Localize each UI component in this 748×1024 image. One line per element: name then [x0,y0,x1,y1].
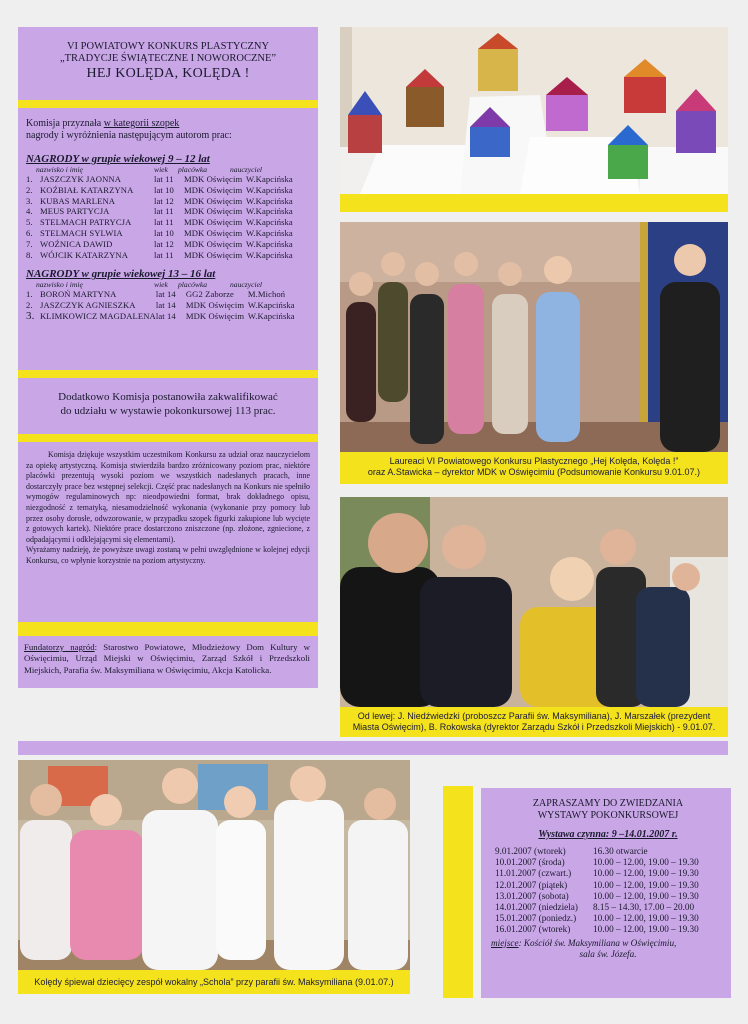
col-age: wiek [154,280,168,290]
row-institution: MDK Oświęcim [185,300,245,311]
schedule-row [495,846,699,857]
row-teacher: W.Kapcińska [246,195,293,206]
schedule-hours: 10.00 – 12.00, 19.00 – 19.30 [593,890,699,901]
caption-laureates-line2: oraz A.Stawicka – dyrektor MDK w Oświęcimiu (Podsumowanie Konkursu 9.01.07.) [367,467,701,477]
row-number: 8. [26,249,33,260]
divider-bar [18,741,728,755]
caption-officials-line2: Miasta Oświęcim), B. Rokowska (dyrektor Zarządu Szkół i Przedszkoli Miejskich) - 9.01.07. [352,722,716,732]
row-number: 1. [26,174,33,184]
yellow-vertical-bar [443,786,473,998]
row-institution: MDK Oświęcim [184,227,243,238]
prize-row [26,289,295,300]
schedule-row [495,902,699,913]
row-name: WOŹNICA DAWID [40,238,113,249]
schedule-hours: 10.00 – 12.00, 19.00 – 19.30 [593,857,699,868]
col-inst: placówka [178,165,208,174]
schedule-date: 9.01.2007 (wtorek) [495,846,566,856]
row-name: KLIMKOWICZ MAGDALENA [40,310,156,321]
row-teacher: W.Kapcińska [247,310,295,321]
caption-officials [340,707,728,737]
row-teacher: W.Kapcińska [246,249,293,260]
row-number: 3. [26,309,35,322]
thanks-box [18,442,318,622]
row-teacher: M.Michoń [247,289,286,300]
row-name: STELMACH SYLWIA [40,227,123,238]
thanks-p2: Wyrażamy nadzieję, że powyższe uwagi zostaną w pełni uwzględnione w kolejnej edycji Konkursu, co wpłynie korzystnie na poziom artystyczny. [26,545,310,565]
schedule-hours: 10.00 – 12.00, 19.00 – 19.30 [593,868,699,879]
yellow-strip-1 [18,100,318,108]
schedule-row [495,857,699,868]
row-age: lat 11 [154,174,174,184]
schedule-date: 15.01.2007 (poniedz.) [495,913,577,924]
caption-choir-text: Kolędy śpiewał dziecięcy zespół wokalny „Schola” przy parafii św. Maksymiliana (9.01.07.) [34,977,394,987]
prize-row [26,228,293,239]
schedule-hours: 16.30 otwarcie [593,846,648,856]
intro-category: w kategorii szopek [103,118,180,129]
row-number: 2. [26,184,33,195]
col-name: nazwisko i imię [36,165,83,174]
col-teacher: nauczyciel [230,165,263,174]
schedule-hours: 10.00 – 12.00, 19.00 – 19.30 [593,913,699,924]
title-line3: HEJ KOLĘDA, KOLĘDA ! [86,66,250,81]
prize-row [26,185,293,196]
row-name: WÓJCIK KATARZYNA [40,249,129,260]
row-teacher: W.Kapcińska [246,217,293,228]
col-age: wiek [154,165,168,174]
schedule-date: 16.01.2007 (wtorek) [495,924,571,935]
row-institution: GG2 Zaborze [185,289,234,300]
row-number: 1. [26,289,33,300]
row-age: lat 14 [155,300,176,311]
schedule-row [495,913,699,924]
group1-table [26,174,293,260]
row-institution: MDK Oświęcim [184,184,243,195]
caption-choir [18,970,410,994]
row-institution: MDK Oświęcim [184,249,243,260]
schedule-row [495,891,699,902]
row-name: JASZCZYK JAONNA [40,174,121,184]
exhibition-box [481,788,731,998]
schedule-date: 13.01.2007 (sobota) [495,890,569,901]
row-name: STELMACH PATRYCJA [40,217,132,228]
caption-officials-line1: Od lewej: J. Niedźwiedzki (proboszcz Parafii św. Maksymiliana), J. Marszałek (prezydent [357,711,711,721]
prize-row [26,206,293,217]
row-teacher: W.Kapcińska [246,184,293,195]
row-teacher: W.Kapcińska [246,227,293,238]
title-line2: „TRADYCJE ŚWIĄTECZNE I NOWOROCZNE” [59,53,277,64]
choir-illustration [18,760,410,970]
row-age: lat 11 [154,217,174,228]
photo-laureates [340,222,728,452]
sponsors-label: Fundatorzy nagród [24,642,95,652]
place-line1: : Kościół św. Maksymiliana w Oświęcimiu, [518,937,677,948]
prize-row [26,311,295,322]
row-teacher: W.Kapcińska [247,300,295,311]
row-name: KOŹBIAŁ KATARZYNA [40,184,134,195]
row-number: 7. [26,238,33,249]
group2-header [36,280,262,289]
caption-laureates [340,452,728,484]
row-age: lat 11 [154,206,174,217]
group1-heading: NAGRODY w grupie wiekowej 9 – 12 lat [26,153,210,165]
row-institution: MDK Oświęcim [185,310,245,321]
intro-line1 [26,118,318,130]
schedule-row [495,880,699,891]
intro-text: Komisja przyznała [26,118,104,129]
row-institution: MDK Oświęcim [184,195,243,206]
prize-row [26,174,293,185]
row-age: lat 10 [154,227,174,238]
row-institution: MDK Oświęcim [184,174,243,184]
photo-choir [18,760,410,970]
prize-row [26,239,293,250]
schedule-row [495,924,699,935]
prizes-box [18,108,318,370]
photo-nativity-scenes [340,27,728,194]
group2-heading: NAGRODY w grupie wiekowej 13 – 16 lat [26,268,216,281]
officials-illustration [340,497,728,707]
schedule-date: 14.01.2007 (niedziela) [495,902,578,913]
col-name: nazwisko i imię [36,280,83,290]
prize-row [26,217,293,228]
nativity-scenes-illustration [340,27,728,194]
row-institution: MDK Oświęcim [184,206,243,217]
row-teacher: W.Kapcińska [246,174,293,184]
exhibition-schedule [495,846,699,936]
prize-row [26,196,293,207]
row-name: MEUS PARTYCJA [40,206,110,217]
yellow-strip-photo1 [340,194,728,212]
extra-line2: do udziału w wystawie pokonkursowej 113 prac. [60,405,276,417]
row-number: 3. [26,195,33,206]
prize-row [26,250,293,261]
prize-row [26,300,295,311]
title-line1: VI POWIATOWY KONKURS PLASTYCZNY [66,41,270,52]
exhibition-line2: WYSTAWY POKONKURSOWEJ [537,810,679,821]
row-institution: MDK Oświęcim [184,238,243,249]
exhibition-period: Wystawa czynna: 9 –14.01.2007 r. [538,829,678,840]
schedule-row [495,868,699,879]
photo-officials [340,497,728,707]
schedule-hours: 10.00 – 12.00, 19.00 – 19.30 [593,879,699,890]
row-teacher: W.Kapcińska [246,206,293,217]
schedule-date: 11.01.2007 (czwart.) [495,868,572,879]
row-name: BOROŃ MARTYNA [40,289,117,300]
sponsors-text: : Starostwo Powiatowe, Młodzieżowy Dom Kultury w Oświęcimiu, Urząd Miejski w Oświęcimiu, Zarząd Szkół i Przedszkoli Miejskich, Parafia św. Maksymiliana w Oświęcimiu, Akcja Katolicka. [24,642,310,675]
row-age: lat 12 [154,238,174,249]
yellow-strip-3 [18,434,318,442]
intro-line2: nagrody i wyróżnienia następującym autorom prac: [26,130,232,141]
row-age: lat 10 [154,184,174,195]
schedule-date: 12.01.2007 (piątek) [495,879,568,890]
place-label: miejsce [491,937,519,948]
laureates-illustration [340,222,728,452]
row-number: 4. [26,206,33,217]
row-number: 2. [26,300,33,311]
thanks-p1: Komisja dziękuje wszystkim uczestnikom Konkursu za udział oraz nauczycielom za opiekę artystyczną. Komisja stwierdziła bardzo zróżnicowany poziom prac, niektóre placówki prezentują wysoki poziom we wszystkich nadesłanych pracach, inne dostarczyły prace bez wstępnej selekcji. Część prac nadesłanych na Konkurs nie spełniło wymogów regulaminowych np: nieodpowiedni format, brak dokładnego opisu, niezgodność z tematyką, niesamodzielność wykonania (wykonanie przy pomocy lub przez osoby dorosłe, odwzorowanie, w przypadku szopek figurki zakupione lub wycięte z gotowych kartek). Niektóre prace dostarczono zniszczone (np. złożone, zgniecione, z odpadającymi i odklejającymi się elementami). [26,450,310,544]
yellow-strip-2 [18,370,318,378]
row-age: lat 14 [155,289,176,300]
extra-line1: Dodatkowo Komisja postanowiła zakwalifikować [58,391,278,403]
yellow-strip-4 [18,622,318,636]
exhibition-place [491,938,725,949]
exhibition-line1: ZAPRASZAMY DO ZWIEDZANIA [532,798,684,809]
sponsors-box [18,636,318,688]
row-name: JASZCZYK AGNIESZKA [40,300,136,311]
row-age: lat 11 [154,249,174,260]
row-number: 5. [26,217,33,228]
schedule-date: 10.01.2007 (środa) [495,857,565,868]
title-box [18,27,318,100]
caption-laureates-line1: Laureaci VI Powiatowego Konkursu Plastycznego „Hej Kolęda, Kolęda !” [389,456,679,466]
group2-table [26,289,295,321]
group1-header [36,165,262,174]
extra-box [18,378,318,434]
place-line2: sala św. Józefa. [579,949,637,960]
schedule-hours: 8.15 – 14.30, 17.00 – 20.00 [593,902,695,913]
row-institution: MDK Oświęcim [184,217,243,228]
row-age: lat 12 [154,195,174,206]
row-number: 6. [26,227,33,238]
row-teacher: W.Kapcińska [246,238,293,249]
col-teacher: nauczyciel [230,280,263,290]
row-name: KUBAS MARLENA [40,195,116,206]
row-age: lat 14 [155,310,176,321]
col-inst: placówka [178,280,208,290]
schedule-hours: 10.00 – 12.00, 19.00 – 19.30 [593,924,699,935]
